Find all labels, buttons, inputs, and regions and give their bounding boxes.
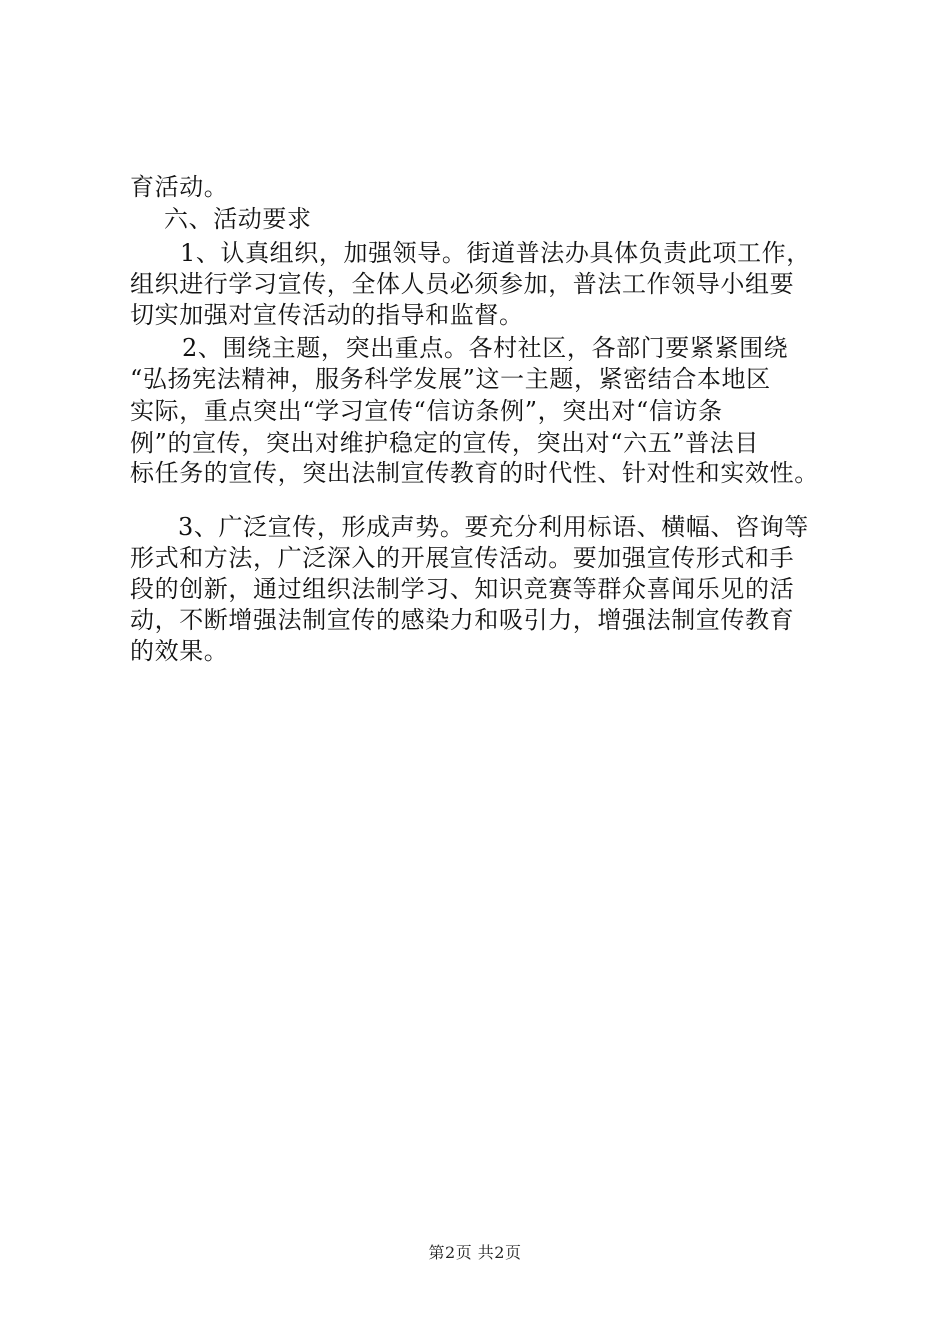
text-line: 动，不断增强法制宣传的感染力和吸引力，增强法制宣传教育 (130, 606, 795, 634)
section-heading: 六、活动要求 (164, 205, 312, 233)
text-line: 育活动。 (130, 173, 229, 201)
text-line: 段的创新，通过组织法制学习、知识竞赛等群众喜闻乐见的活 (130, 575, 795, 603)
text-line: 切实加强对宣传活动的指导和监督。 (130, 301, 524, 329)
text-line: 3、广泛宣传，形成声势。要充分利用标语、横幅、咨询等 (178, 513, 809, 541)
text-line: 的效果。 (130, 637, 229, 665)
page-number: 第2页 共2页 (428, 1243, 522, 1262)
text-line: 形式和方法，广泛深入的开展宣传活动。要加强宣传形式和手 (130, 544, 795, 572)
text-line: 组织进行学习宣传，全体人员必须参加，普法工作领导小组要 (130, 270, 795, 298)
text-line: 2、围绕主题，突出重点。各村社区，各部门要紧紧围绕 (182, 334, 789, 362)
text-line: 1、认真组织，加强领导。街道普法办具体负责此项工作， (180, 239, 811, 267)
text-line: “弘扬宪法精神，服务科学发展”这一主题，紧密结合本地区 (130, 365, 771, 393)
text-line: 实际，重点突出“学习宣传“信访条例”，突出对“信访条 (130, 397, 723, 425)
text-line: 标任务的宣传，突出法制宣传教育的时代性、针对性和实效性。 (130, 459, 819, 487)
text-line: 例”的宣传，突出对维护稳定的宣传，突出对“六五”普法目 (130, 429, 760, 457)
